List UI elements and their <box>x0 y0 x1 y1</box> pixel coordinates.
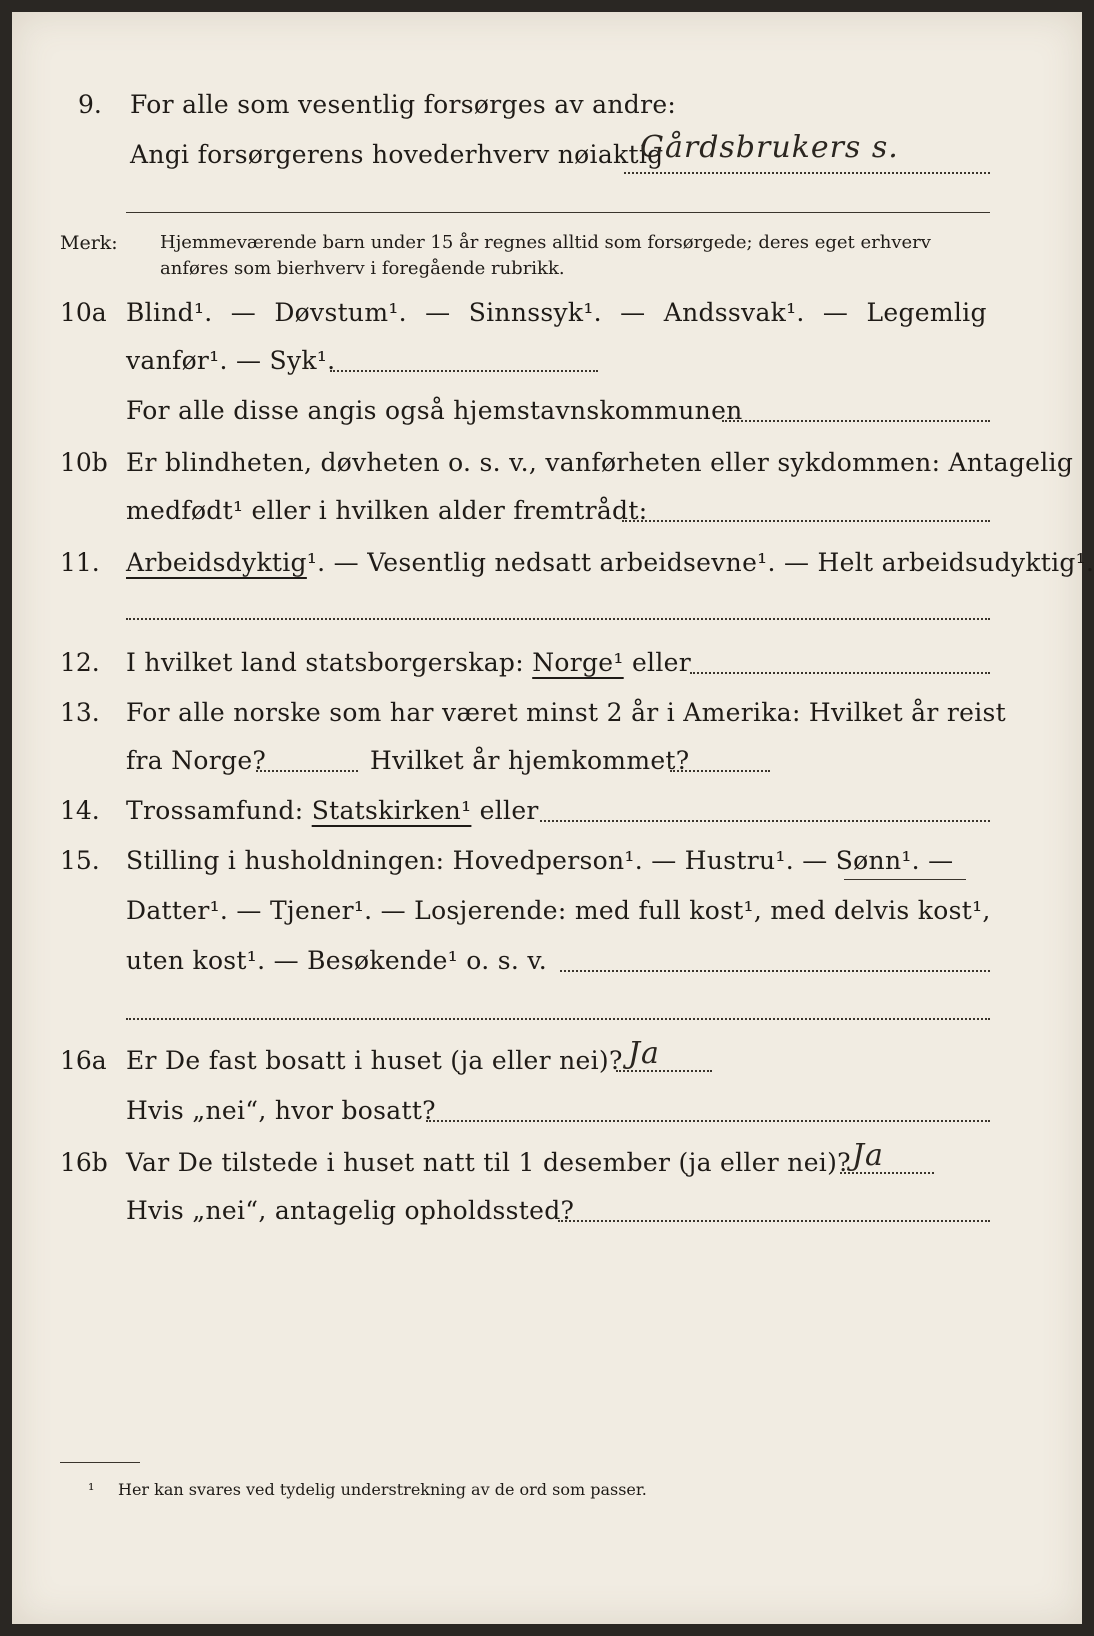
q12-text <box>126 648 691 677</box>
q11-number: 11. <box>60 548 100 577</box>
q12-number: 12. <box>60 648 100 677</box>
q16b-opholdssted-line <box>558 1220 990 1222</box>
merk-label: Merk: <box>60 232 118 254</box>
q10b-line1: Er blindheten, døvheten o. s. v., vanførheten eller sykdommen: Antagelig <box>126 448 1074 477</box>
q15-sonn-underline <box>844 879 966 880</box>
q12-norge-underlined: Norge¹ <box>532 648 624 677</box>
footnote-rule <box>60 1462 140 1463</box>
q9-line1: For alle som vesentlig forsørges av andre: <box>130 90 677 119</box>
q12-eller: eller <box>631 648 691 677</box>
q9-answer-line <box>624 172 990 174</box>
q14-question: Trossamfund: <box>126 796 304 825</box>
q16a-line1: Er De fast bosatt i huset (ja eller nei)? <box>126 1046 623 1075</box>
q13-hjemkommet-line <box>670 770 770 772</box>
q10b-number: 10b <box>60 448 108 477</box>
q16b-handwritten-answer: Ja <box>852 1138 884 1173</box>
q13-line2a: fra Norge? <box>126 746 267 775</box>
q16a-answer-line <box>616 1070 712 1072</box>
q16b-number: 16b <box>60 1148 108 1177</box>
q14-statskirken-underlined: Statskirken¹ <box>311 796 472 825</box>
q10a-number: 10a <box>60 298 107 327</box>
q13-number: 13. <box>60 698 100 727</box>
q9-handwritten-answer: Gårdsbrukers s. <box>640 130 899 165</box>
q15-line1: Stilling i husholdningen: Hovedperson¹. — Hustru¹. — Sønn¹. — <box>126 846 954 875</box>
q15-line2: Datter¹. — Tjener¹. — Losjerende: med full kost¹, med delvis kost¹, <box>126 896 991 925</box>
q15-extra-line <box>126 1018 990 1020</box>
q10a-line3: For alle disse angis også hjemstavnskommunen <box>126 396 743 425</box>
q12-answer-line <box>690 672 990 674</box>
q11-text <box>126 548 1094 577</box>
q10a-syk-line <box>330 370 598 372</box>
merk-line2: anføres som bierhverv i foregående rubrikk. <box>160 258 565 279</box>
q9-line2: Angi forsørgerens hovederhverv nøiaktig <box>130 140 664 169</box>
q11-answer-line <box>126 618 990 620</box>
q14-text <box>126 796 539 825</box>
q14-eller: eller <box>479 796 539 825</box>
q14-answer-line <box>540 820 990 822</box>
merk-line1: Hjemmeværende barn under 15 år regnes alltid som forsørgede; deres eget erhverv <box>160 232 931 253</box>
q14-number: 14. <box>60 796 100 825</box>
q13-line2b: Hvilket år hjemkommet? <box>370 746 690 775</box>
q15-line3: uten kost¹. — Besøkende¹ o. s. v. <box>126 946 548 975</box>
q16a-line2: Hvis „nei“, hvor bosatt? <box>126 1096 436 1125</box>
q16a-number: 16a <box>60 1046 107 1075</box>
q10b-line2: medfødt¹ eller i hvilken alder fremtrådt: <box>126 496 648 525</box>
q16b-line2: Hvis „nei“, antagelig opholdssted? <box>126 1196 575 1225</box>
q9-number: 9. <box>78 90 102 119</box>
q11-arbeidsdyktig-underlined: Arbeidsdyktig <box>126 548 307 577</box>
q10a-line2: vanfør¹. — Syk¹. <box>126 346 336 375</box>
q16b-line1: Var De tilstede i huset natt til 1 desember (ja eller nei)? <box>126 1148 851 1177</box>
q13-line1: For alle norske som har været minst 2 år i Amerika: Hvilket år reist <box>126 698 1007 727</box>
q13-reist-line <box>256 770 358 772</box>
q15-answer-line <box>560 970 990 972</box>
q11-rest: ¹. — Vesentlig nedsatt arbeidsevne¹. — Helt arbeidsudyktig¹. <box>306 548 1094 577</box>
q10a-line1: Blind¹. — Døvstum¹. — Sinnssyk¹. — Andssvak¹. — Legemlig <box>126 298 987 327</box>
footnote-text: Her kan svares ved tydelig understrekning av de ord som passer. <box>118 1480 647 1499</box>
q10b-answer-line <box>622 520 990 522</box>
q10a-kommune-line <box>722 420 990 422</box>
q16a-bosatt-line <box>426 1120 990 1122</box>
q12-question: I hvilket land statsborgerskap: <box>126 648 524 677</box>
footnote-mark: ¹ <box>88 1480 95 1499</box>
q15-number: 15. <box>60 846 100 875</box>
q16b-answer-line <box>840 1172 934 1174</box>
q9-extra-line <box>126 212 990 213</box>
census-form-page <box>12 12 1094 1624</box>
q16a-handwritten-answer: Ja <box>628 1036 660 1071</box>
